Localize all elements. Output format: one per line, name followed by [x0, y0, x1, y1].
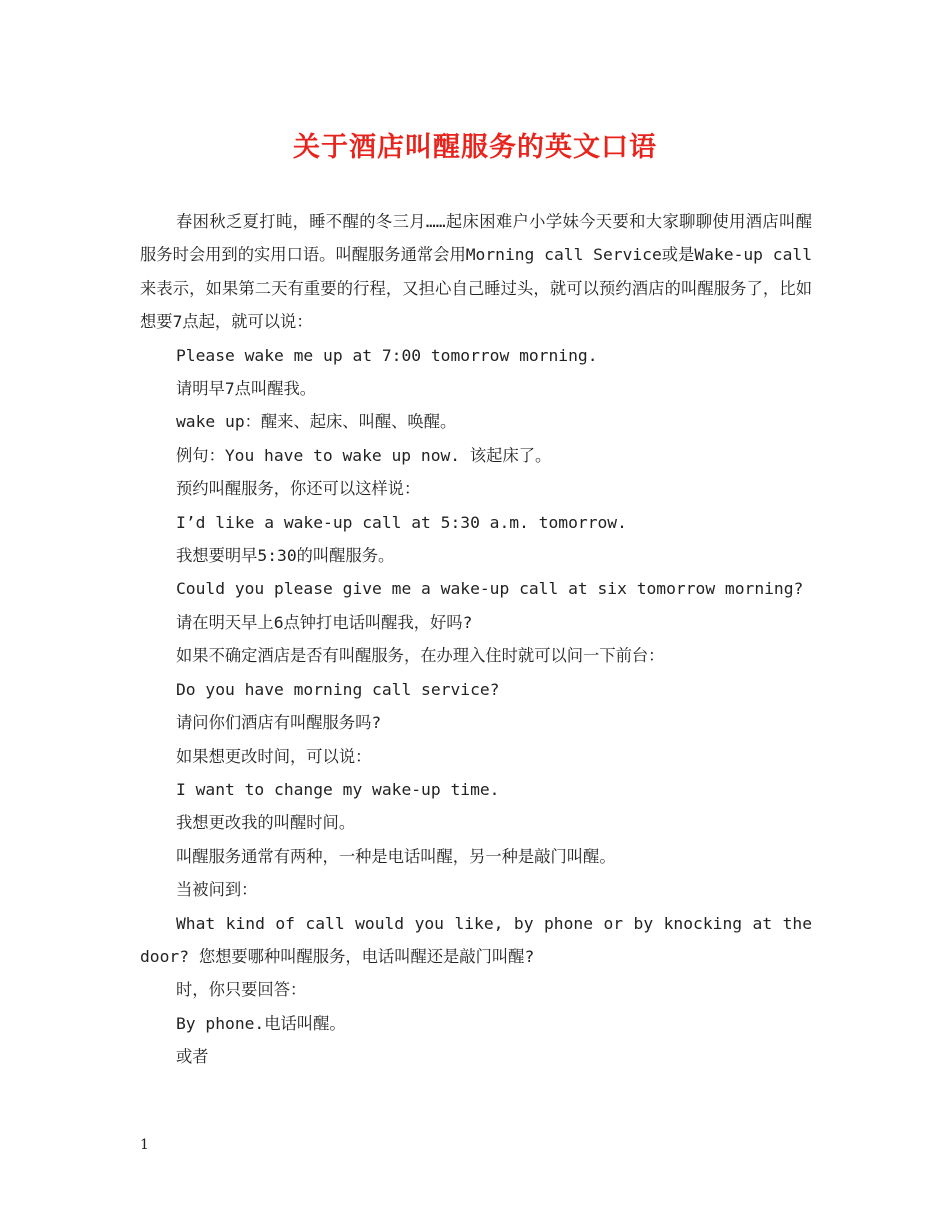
example-change-time: I want to change my wake-up time. — [176, 779, 500, 799]
translation-six: 请在明天早上6点钟打电话叫醒我，好吗? — [176, 612, 473, 632]
answer-intro: 时，你只要回答： — [176, 980, 307, 1000]
alt-phrasing-intro: 预约叫醒服务，你还可以这样说： — [176, 479, 421, 499]
translation-change-time: 我想更改我的叫醒时间。 — [176, 813, 356, 833]
or-line: 或者 — [176, 1047, 209, 1067]
when-asked-intro: 当被问到： — [176, 880, 258, 900]
example-sentence-wake-at-7: Please wake me up at 7:00 tomorrow morning. — [176, 345, 598, 365]
translation-morning-call-service: 请问你们酒店有叫醒服务吗? — [176, 713, 382, 733]
vocab-wake-up: wake up：醒来、起床、叫醒、唤醒。 — [176, 412, 457, 432]
example-sentence-six: Could you please give me a wake-up call at six tomorrow morning? — [176, 579, 804, 599]
example-morning-call-service: Do you have morning call service? — [176, 679, 500, 699]
two-kinds-paragraph: 叫醒服务通常有两种，一种是电话叫醒，另一种是敲门叫醒。 — [176, 846, 616, 866]
example-sentence-530: I’d like a wake-up call at 5:30 a.m. tomorrow. — [176, 512, 627, 532]
translation-530: 我想要明早5:30的叫醒服务。 — [176, 546, 395, 566]
document-body — [140, 205, 812, 1074]
example-wake-up-now: 例句：You have to wake up now. 该起床了。 — [176, 445, 552, 465]
intro-paragraph: 春困秋乏夏打盹，睡不醒的冬三月……起床困难户小学妹今天要和大家聊聊使用酒店叫醒服务时会用到的实用口语。叫醒服务通常会用Morning call Service或是Wake-up call来表示，如果第二天有重要的行程，又担心自己睡过头，就可以预约酒店的叫醒服务了，比如想要7点起，就可以说： — [140, 212, 812, 332]
translation-wake-at-7: 请明早7点叫醒我。 — [176, 379, 317, 399]
document-title: 关于酒店叫醒服务的英文口语 — [293, 132, 657, 163]
change-time-intro: 如果想更改时间，可以说： — [176, 746, 372, 766]
example-by-phone: By phone.电话叫醒。 — [176, 1013, 346, 1033]
page-number: 1 — [140, 1137, 149, 1153]
check-in-ask-intro: 如果不确定酒店是否有叫醒服务，在办理入住时就可以问一下前台： — [176, 646, 665, 666]
example-what-kind-of-call: What kind of call would you like, by phone or by knocking at the door? 您想要哪种叫醒服务，电话叫醒还是敲门叫醒? — [140, 913, 812, 966]
